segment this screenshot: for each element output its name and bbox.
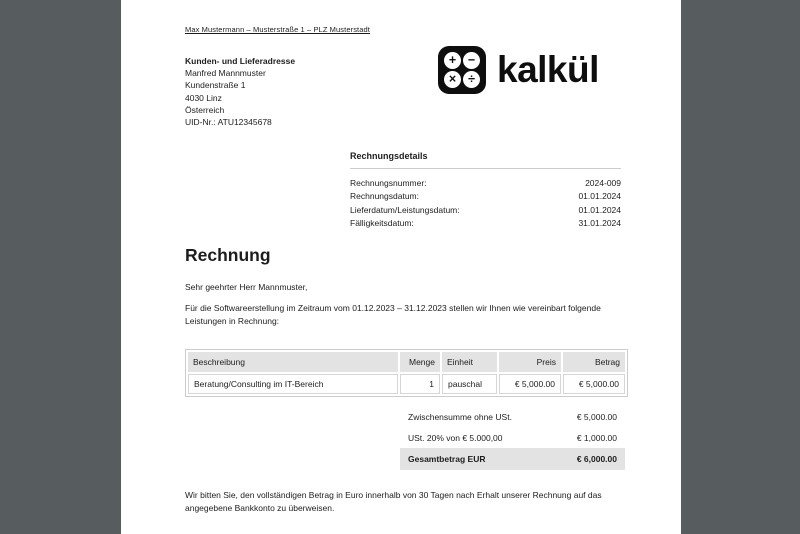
col-header-amount: Betrag	[563, 352, 625, 372]
delivery-date-row	[350, 203, 621, 217]
intro-paragraph: Für die Softwareerstellung im Zeitraum vom 01.12.2023 – 31.12.2023 stellen wir Ihnen wie vereinbart folgende Leistungen in Rechnung:	[185, 303, 601, 326]
invoice-details-heading: Rechnungsdetails	[350, 151, 428, 161]
invoice-number-value: 2024-009	[585, 177, 621, 188]
line-items-table	[185, 349, 628, 397]
invoice-details-rows	[350, 176, 621, 230]
recipient-name: Manfred Mannmuster	[185, 68, 266, 79]
minus-icon: −	[463, 52, 480, 69]
brand-logo	[438, 46, 599, 94]
page-title: Rechnung	[185, 245, 271, 265]
calculator-logo-icon	[438, 46, 486, 94]
invoice-date-row	[350, 190, 621, 204]
grand-total-value: € 6,000.00	[576, 454, 617, 464]
subtotal-value: € 5,000.00	[576, 411, 617, 422]
due-date-row	[350, 217, 621, 231]
totals-section	[400, 406, 625, 470]
sender-address-line: Max Mustermann – Musterstraße 1 – PLZ Musterstadt	[185, 25, 370, 34]
subtotal-label: Zwischensumme ohne USt.	[408, 411, 512, 422]
invoice-number-label: Rechnungsnummer:	[350, 177, 427, 188]
vat-label: USt. 20% von € 5.000,00	[408, 432, 503, 443]
invoice-number-row	[350, 176, 621, 190]
invoice-details-section	[350, 150, 621, 230]
due-date-value: 31.01.2024	[578, 218, 621, 229]
closing-paragraph: Wir bitten Sie, den vollständigen Betrag in Euro innerhalb von 30 Tagen nach Erhalt unserer Rechnung auf das angegebene Bankkonto zu überweisen.	[185, 490, 602, 513]
item-unit: pauschal	[442, 374, 497, 394]
vat-row	[400, 427, 625, 448]
grand-total-row	[400, 448, 625, 470]
due-date-label: Fälligkeitsdatum:	[350, 218, 414, 229]
brand-name: kalkül	[497, 49, 599, 90]
divider	[350, 168, 621, 169]
recipient-street: Kundenstraße 1	[185, 80, 246, 91]
recipient-uid: UID-Nr.: ATU12345678	[185, 117, 272, 128]
recipient-country: Österreich	[185, 104, 225, 115]
recipient-heading: Kunden- und Lieferadresse	[185, 56, 296, 66]
plus-icon: +	[444, 52, 461, 69]
item-amount: € 5,000.00	[563, 374, 625, 394]
divide-icon: ÷	[463, 71, 480, 88]
subtotal-row	[400, 406, 625, 427]
vat-value: € 1,000.00	[576, 432, 617, 443]
invoice-date-label: Rechnungsdatum:	[350, 191, 419, 202]
recipient-city: 4030 Linz	[185, 92, 222, 103]
item-quantity: 1	[400, 374, 440, 394]
col-header-quantity: Menge	[400, 352, 440, 372]
invoice-page	[121, 0, 681, 534]
table-header-row	[188, 352, 625, 372]
table-row	[188, 374, 625, 394]
item-price: € 5,000.00	[499, 374, 561, 394]
col-header-unit: Einheit	[442, 352, 497, 372]
grand-total-label: Gesamtbetrag EUR	[408, 454, 486, 464]
item-description: Beratung/Consulting im IT-Bereich	[188, 374, 398, 394]
col-header-price: Preis	[499, 352, 561, 372]
delivery-date-value: 01.01.2024	[578, 204, 621, 215]
multiply-icon: ×	[444, 71, 461, 88]
recipient-address-block	[185, 55, 295, 128]
col-header-description: Beschreibung	[188, 352, 398, 372]
greeting-text: Sehr geehrter Herr Mannmuster,	[185, 282, 308, 292]
delivery-date-label: Lieferdatum/Leistungsdatum:	[350, 204, 460, 215]
invoice-date-value: 01.01.2024	[578, 191, 621, 202]
